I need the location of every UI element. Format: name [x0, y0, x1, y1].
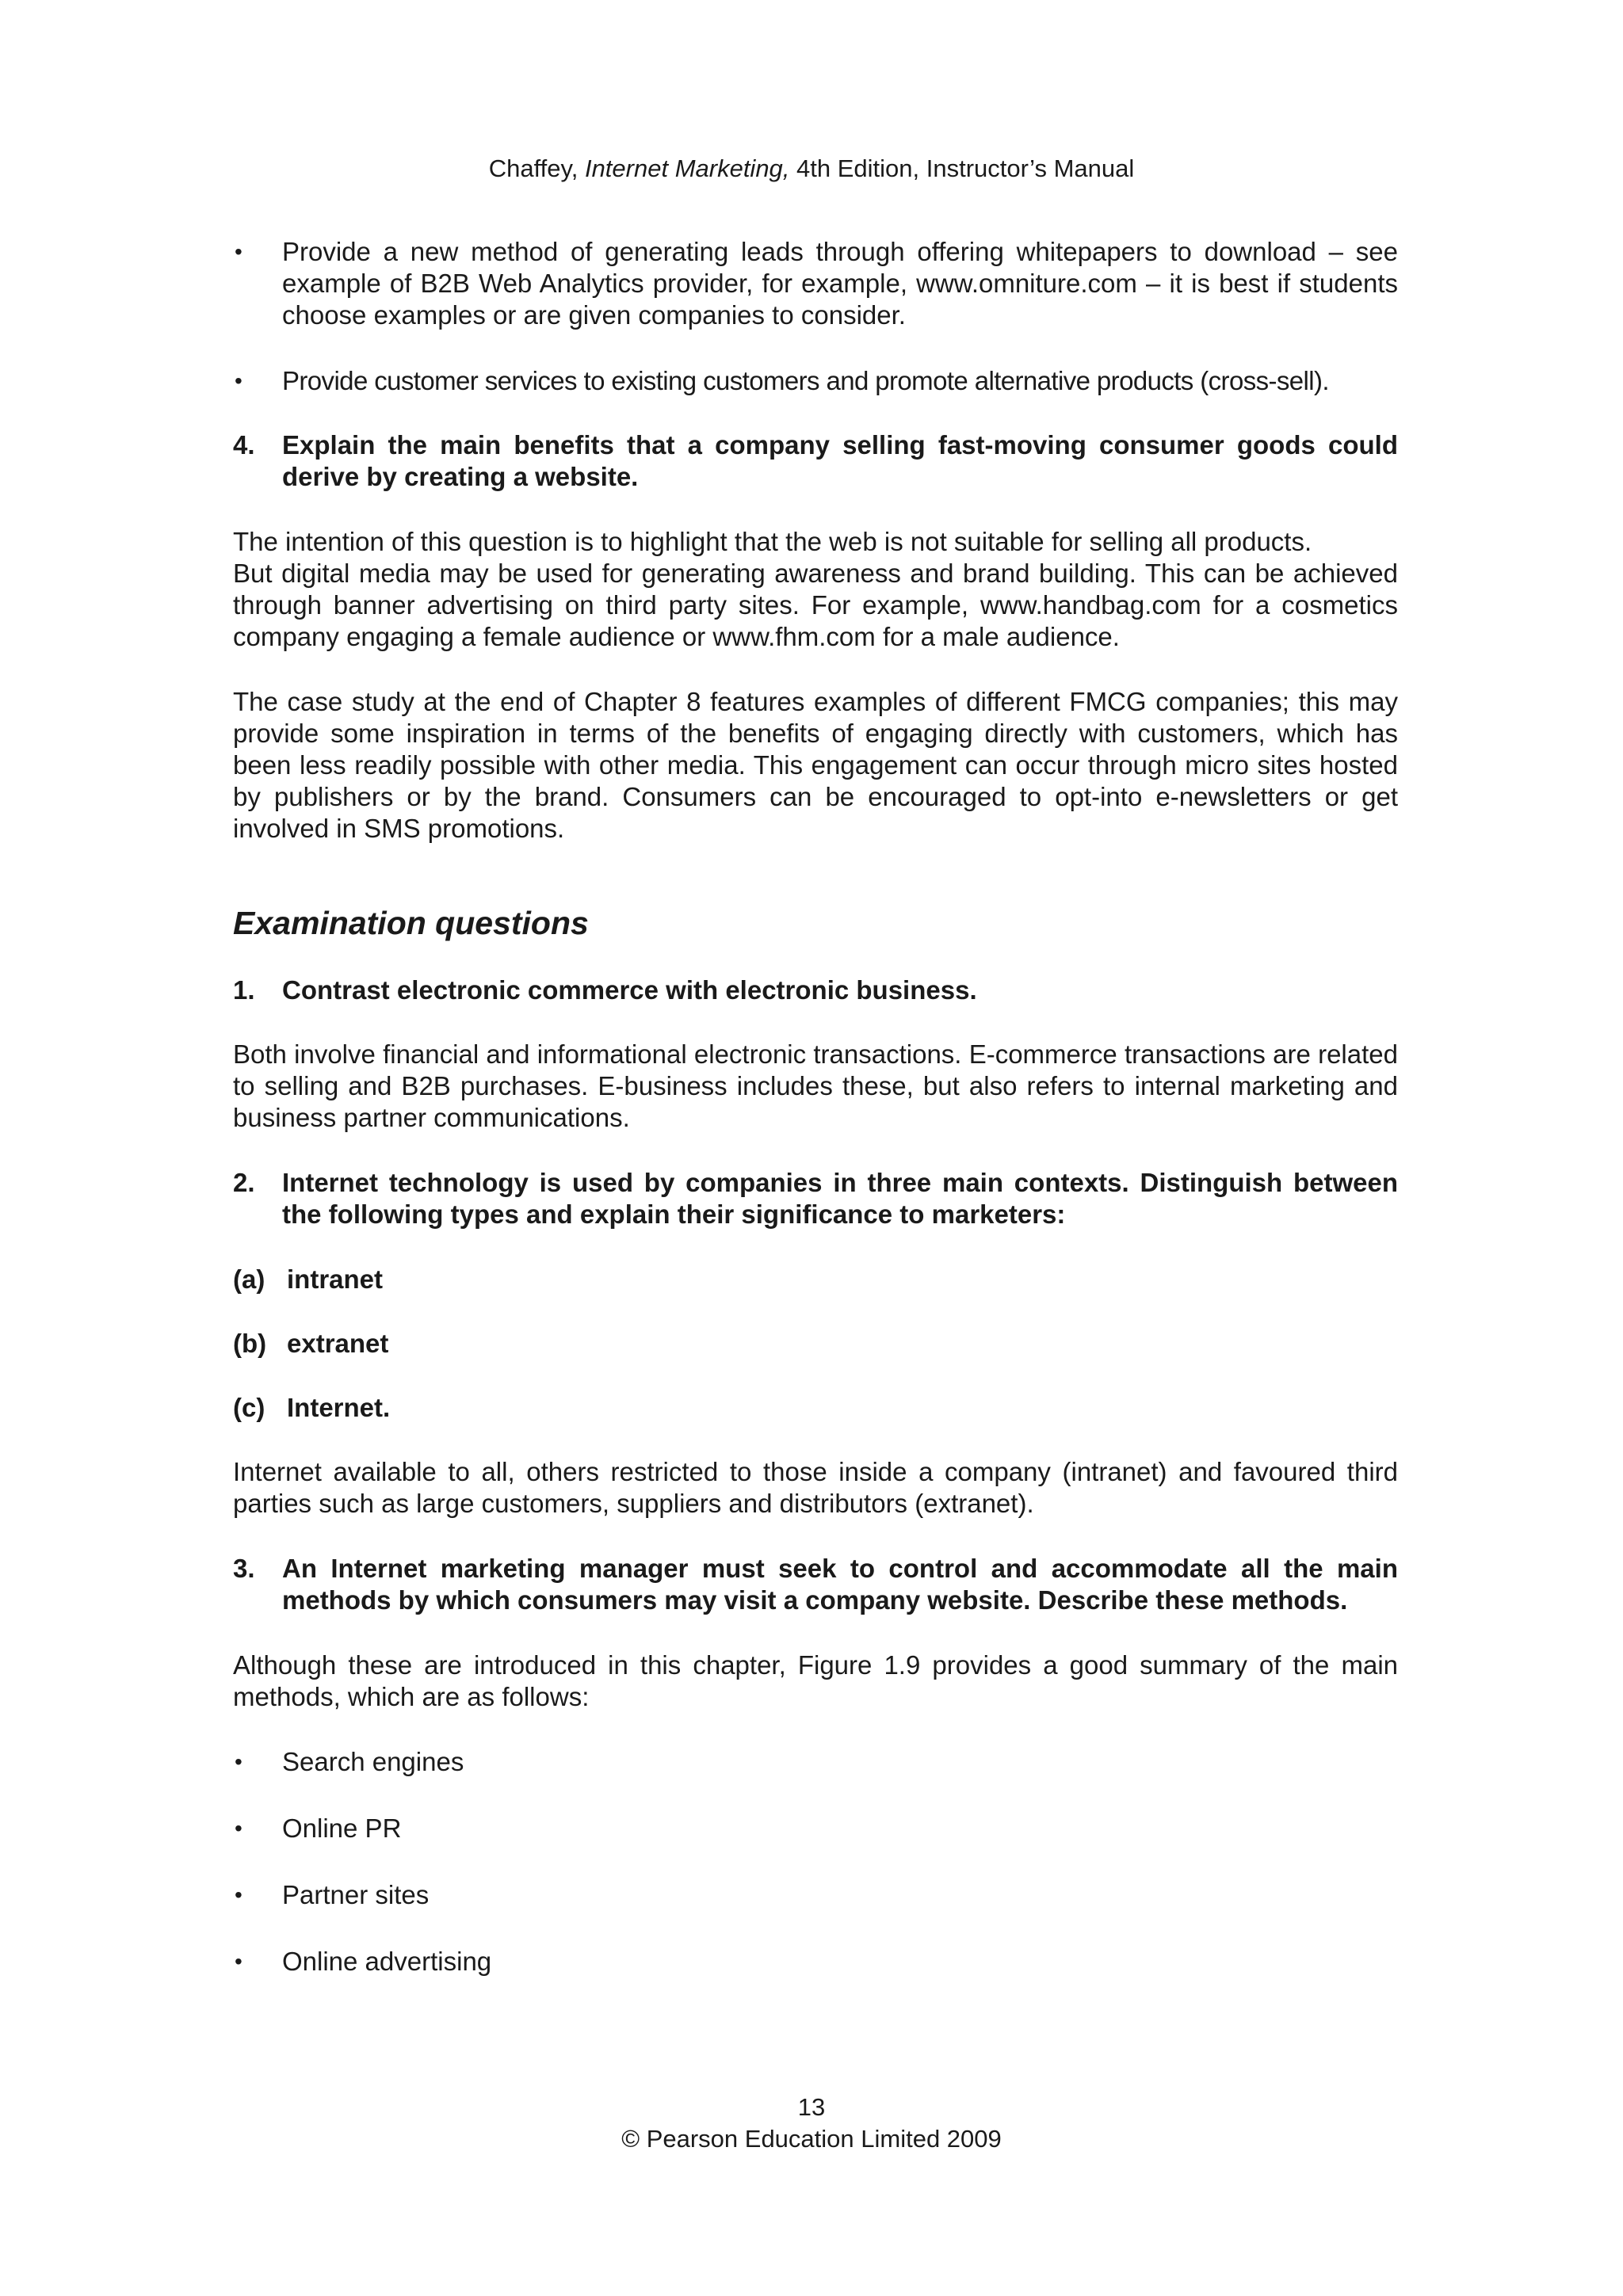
- list-item: [233, 1946, 1398, 1978]
- header-author: Chaffey,: [488, 154, 579, 182]
- running-header: [0, 152, 1623, 185]
- question-number: 3.: [233, 1554, 255, 1583]
- bullet-glyph: •: [235, 239, 242, 264]
- part-label: (a): [233, 1264, 265, 1294]
- question-text: Contrast electronic commerce with electronic business.: [282, 975, 977, 1005]
- question-number: 2.: [233, 1168, 255, 1197]
- answer-paragraph: But digital media may be used for generating awareness and brand building. This can be achieved through banner advertising on third party sites. For example, www.handbag.com for a cosmetics company engaging a female audience or www.fhm.com for a male audience.: [233, 559, 1398, 651]
- answer-line: The intention of this question is to highlight that the web is not suitable for selling all products.: [233, 527, 1312, 556]
- bullet-glyph: •: [235, 1882, 242, 1907]
- question-part: [233, 1328, 1398, 1360]
- answer-4: [233, 526, 1398, 653]
- list-item-text: Online advertising: [282, 1947, 492, 1976]
- list-item-text: Provide customer services to existing customers and promote alternative products (cross-sell).: [282, 366, 1329, 395]
- part-label: (c): [233, 1393, 265, 1422]
- exam-question-3: [233, 1553, 1398, 1616]
- list-item-text: Partner sites: [282, 1880, 430, 1909]
- exam-question-2: [233, 1167, 1398, 1230]
- part-text: intranet: [287, 1264, 384, 1294]
- list-item-text: Online PR: [282, 1814, 402, 1843]
- exam-answer-2: Internet available to all, others restricted to those inside a company (intranet) and favoured third parties such as large customers, suppliers and distributors (extranet).: [233, 1457, 1398, 1518]
- question-part: [233, 1392, 1398, 1424]
- question-number: 4.: [233, 430, 255, 460]
- question-4: [233, 429, 1398, 493]
- answer-4-paragraph-2: The case study at the end of Chapter 8 features examples of different FMCG companies; this may provide some inspiration in terms of the benefits of engaging directly with customers, which has been less readily possible with other media. This engagement can occur through micro sites hosted by publishers or by the brand. Consumers can be encouraged to opt-into e-newsletters or get involved in SMS promotions.: [233, 687, 1398, 843]
- list-item: [233, 365, 1398, 397]
- bullet-glyph: •: [235, 1816, 242, 1840]
- bullet-glyph: •: [235, 1949, 242, 1974]
- list-item: [233, 236, 1398, 331]
- exam-answer-1: Both involve financial and informational electronic transactions. E-commerce transactions are related to selling and B2B purchases. E-business includes these, but also refers to internal marketing and business partner communications.: [233, 1039, 1398, 1132]
- list-item: [233, 1879, 1398, 1911]
- section-heading: Examination questions: [233, 905, 589, 941]
- exam-question-1: [233, 974, 1398, 1006]
- header-book-title: Internet Marketing,: [584, 154, 790, 182]
- question-text: Internet technology is used by companies in three main contexts. Distinguish between the following types and explain their significance to marketers:: [282, 1168, 1398, 1229]
- list-item: [233, 1813, 1398, 1844]
- question-number: 1.: [233, 975, 255, 1005]
- bullet-glyph: •: [235, 368, 242, 393]
- question-text: Explain the main benefits that a company selling fast-moving consumer goods could derive by creating a website.: [282, 430, 1398, 491]
- question-part: [233, 1264, 1398, 1295]
- bullet-glyph: •: [235, 1749, 242, 1774]
- part-text: extranet: [287, 1329, 389, 1358]
- list-item-text: Search engines: [282, 1747, 464, 1776]
- page-number: 13: [797, 2093, 826, 2121]
- list-item: [233, 1746, 1398, 1778]
- copyright-notice: © Pearson Education Limited 2009: [621, 2125, 1002, 2153]
- part-text: Internet.: [287, 1393, 391, 1422]
- part-label: (b): [233, 1329, 267, 1358]
- question-text: An Internet marketing manager must seek to control and accommodate all the main methods by which consumers may visit a company website. Describe these methods.: [282, 1554, 1398, 1615]
- list-item-text: Provide a new method of generating leads through offering whitepapers to download – see example of B2B Web Analytics provider, for example, www.omniture.com – it is best if students choose examples or are given companies to consider.: [282, 237, 1398, 330]
- header-edition: 4th Edition, Instructor’s Manual: [796, 154, 1135, 182]
- exam-answer-3: Although these are introduced in this chapter, Figure 1.9 provides a good summary of the main methods, which are as follows:: [233, 1650, 1398, 1711]
